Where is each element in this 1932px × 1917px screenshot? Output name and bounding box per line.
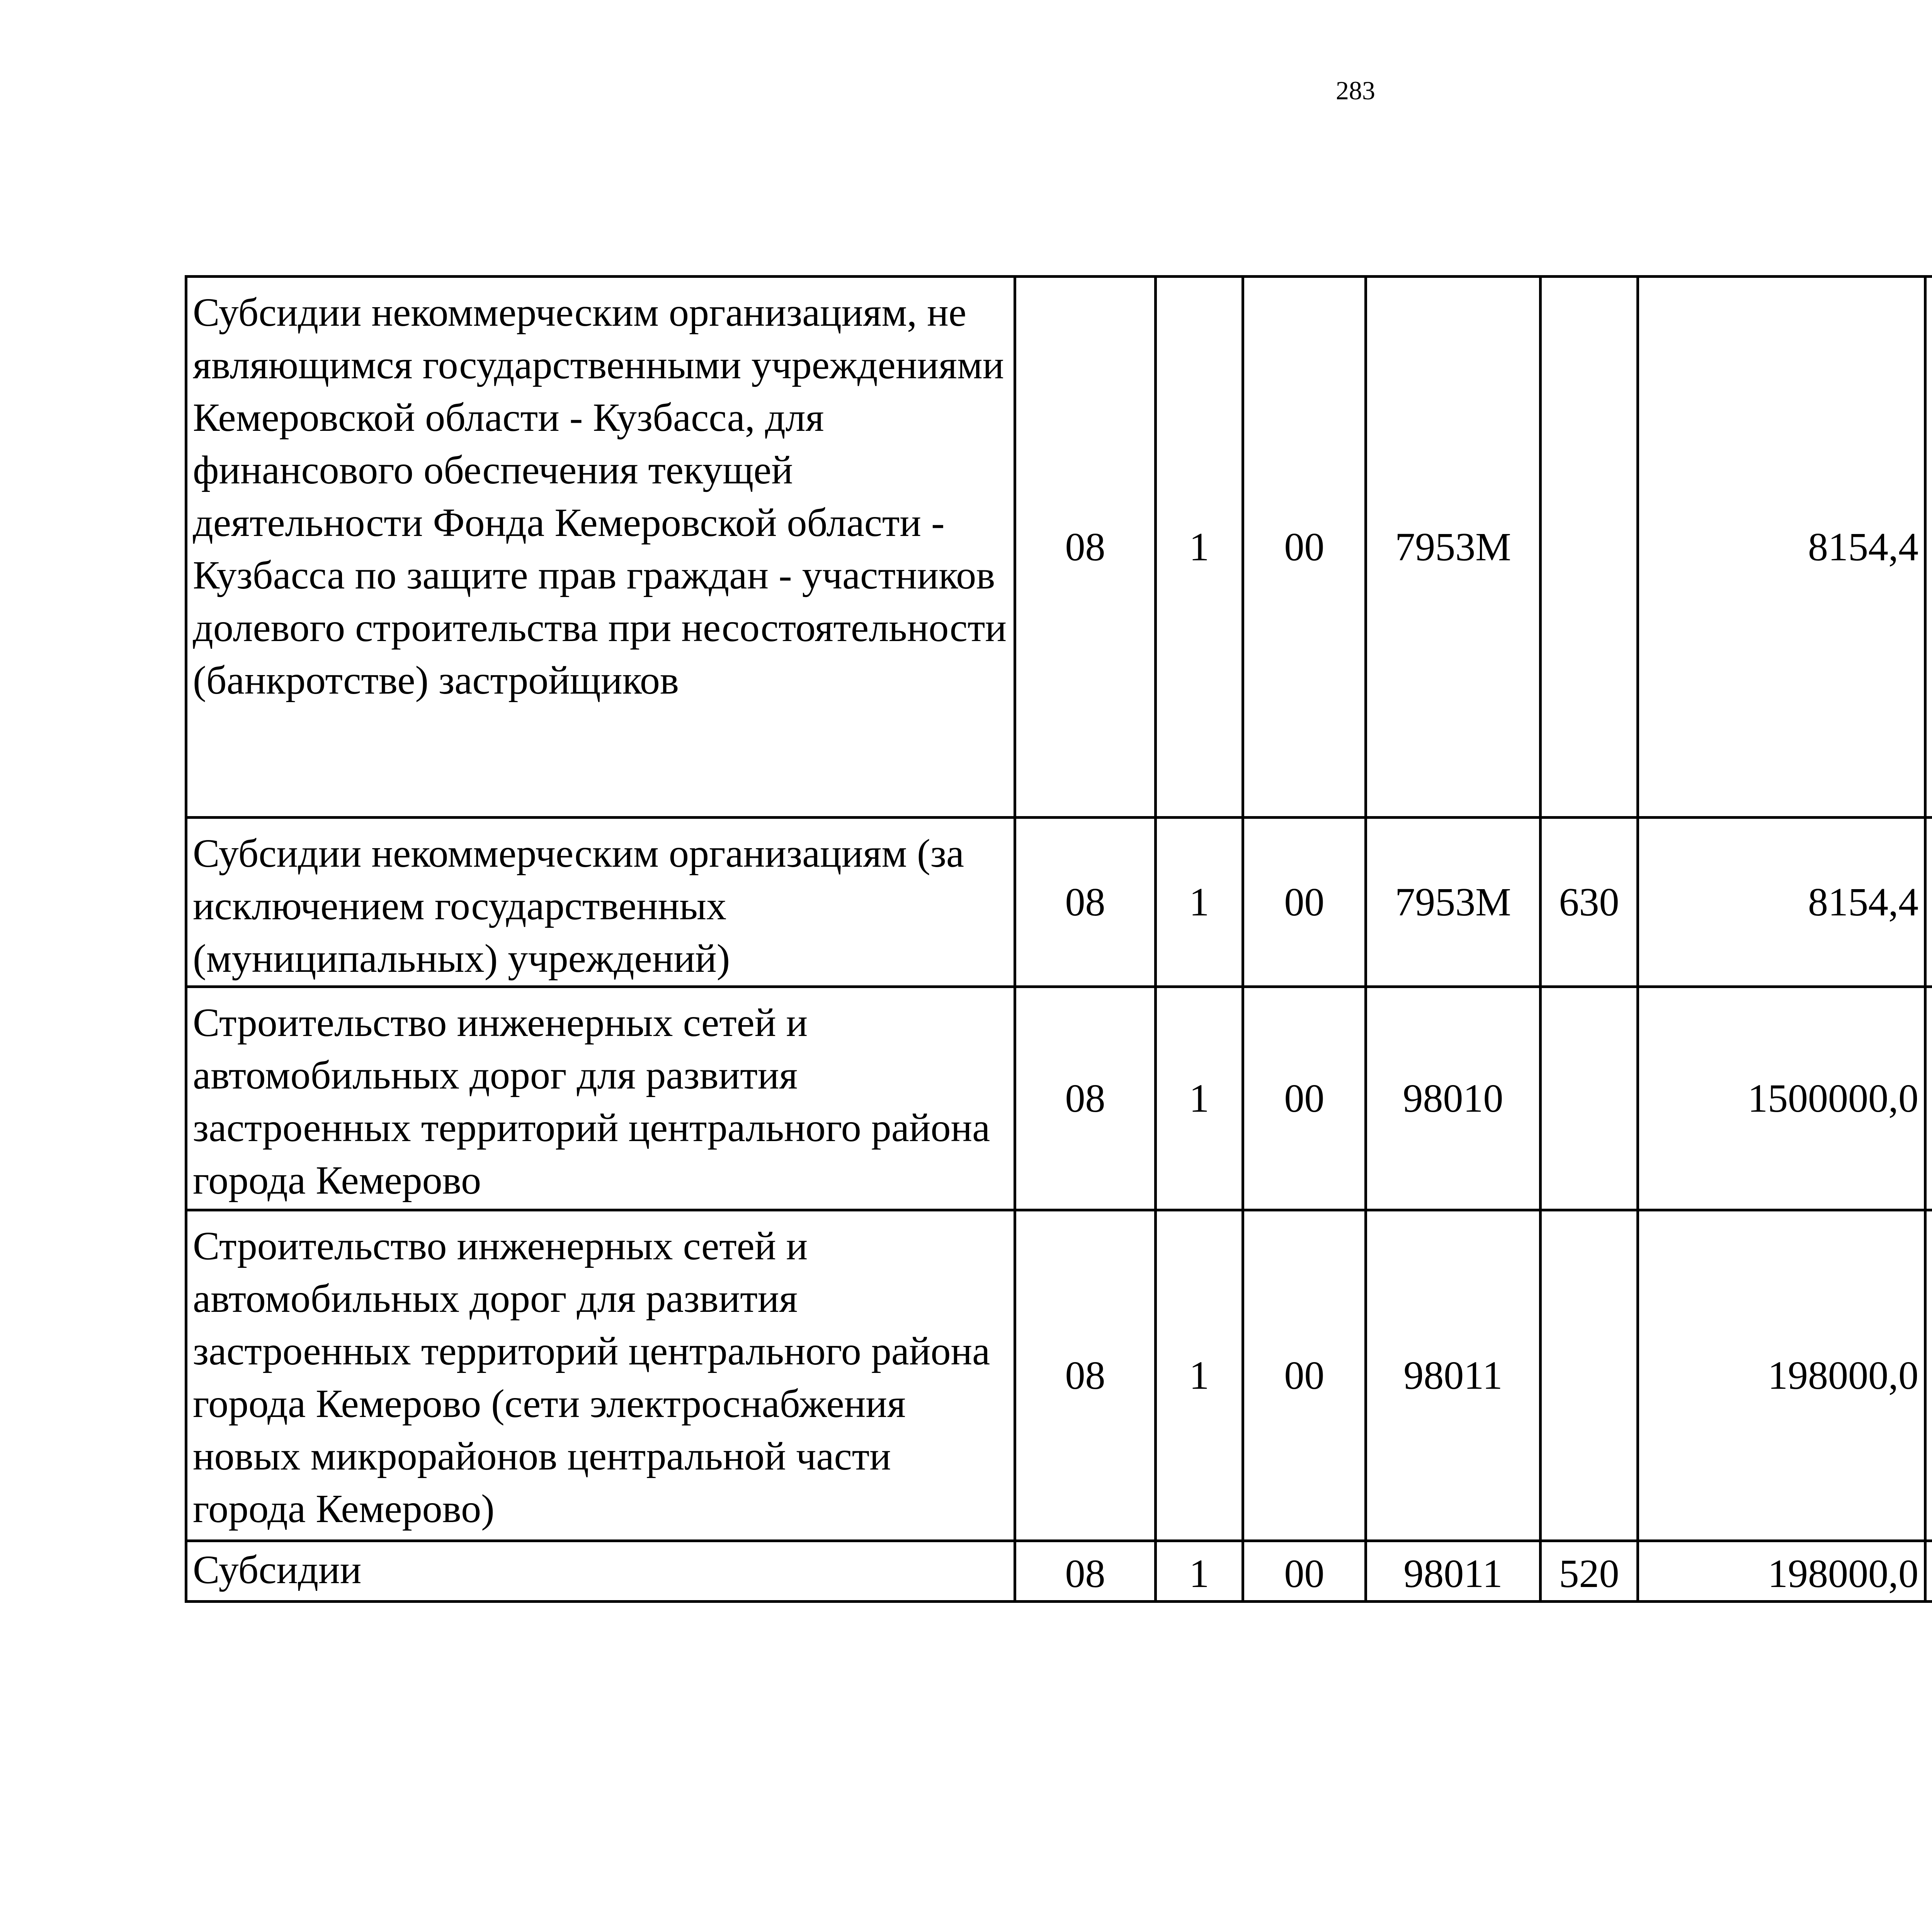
- row-name-cell: Субсидии некоммерческим организациям (за исключением государственных (муниципальных) учреждений): [186, 818, 1015, 987]
- row-name-cell: Строительство инженерных сетей и автомобильных дорог для развития застроенных территорий центрального района города Кемерово (сети электроснабжения новых микрорайонов центральной части города Кемерово): [186, 1210, 1015, 1541]
- section-cell: 08: [1015, 818, 1156, 987]
- section-cell: 08: [1015, 277, 1156, 818]
- page-number: 283: [1336, 76, 1375, 105]
- amount-1-cell: 198000,0: [1638, 1210, 1925, 1541]
- table-row: [186, 277, 1932, 818]
- row-name-cell: Субсидии некоммерческим организациям, не являющимся государственными учреждениями Кемеровской области - Кузбасса, для финансового обеспечения текущей деятельности Фонда Кемеровской области - Кузбасса по защите прав граждан - участников долевого строительства при несостоятельности (банкротстве) застройщиков: [186, 277, 1015, 818]
- section-cell: 08: [1015, 987, 1156, 1210]
- amount-1-cell: 8154,4: [1638, 818, 1925, 987]
- amount-2-cell: [1925, 1210, 1932, 1541]
- table-row: [186, 1541, 1932, 1602]
- amount-2-cell: [1925, 277, 1932, 818]
- amount-2-cell: [1925, 818, 1932, 987]
- subprogram-cell: 00: [1243, 277, 1366, 818]
- program-cell: 1: [1156, 1541, 1243, 1602]
- amount-1-cell: 198000,0: [1638, 1541, 1925, 1602]
- direction-cell: 7953М: [1366, 818, 1541, 987]
- amount-2-cell: [1925, 987, 1932, 1210]
- program-cell: 1: [1156, 987, 1243, 1210]
- section-cell: 08: [1015, 1541, 1156, 1602]
- program-cell: 1: [1156, 1210, 1243, 1541]
- table-row: [186, 818, 1932, 987]
- amount-2-cell: [1925, 1541, 1932, 1602]
- direction-cell: 98011: [1366, 1210, 1541, 1541]
- program-cell: 1: [1156, 818, 1243, 987]
- program-cell: 1: [1156, 277, 1243, 818]
- expense-type-cell: [1541, 277, 1638, 818]
- table-row: [186, 1210, 1932, 1541]
- table-row: [186, 987, 1932, 1210]
- expense-type-cell: [1541, 987, 1638, 1210]
- subprogram-cell: 00: [1243, 818, 1366, 987]
- subprogram-cell: 00: [1243, 1210, 1366, 1541]
- expense-type-cell: [1541, 1210, 1638, 1541]
- expense-type-cell: 520: [1541, 1541, 1638, 1602]
- amount-1-cell: 1500000,0: [1638, 987, 1925, 1210]
- section-cell: 08: [1015, 1210, 1156, 1541]
- amount-1-cell: 8154,4: [1638, 277, 1925, 818]
- budget-table: [185, 275, 1932, 1603]
- direction-cell: 98010: [1366, 987, 1541, 1210]
- direction-cell: 98011: [1366, 1541, 1541, 1602]
- row-name-cell: Строительство инженерных сетей и автомобильных дорог для развития застроенных территорий центрального района города Кемерово: [186, 987, 1015, 1210]
- subprogram-cell: 00: [1243, 1541, 1366, 1602]
- direction-cell: 7953М: [1366, 277, 1541, 818]
- row-name-cell: Субсидии: [186, 1541, 1015, 1602]
- subprogram-cell: 00: [1243, 987, 1366, 1210]
- expense-type-cell: 630: [1541, 818, 1638, 987]
